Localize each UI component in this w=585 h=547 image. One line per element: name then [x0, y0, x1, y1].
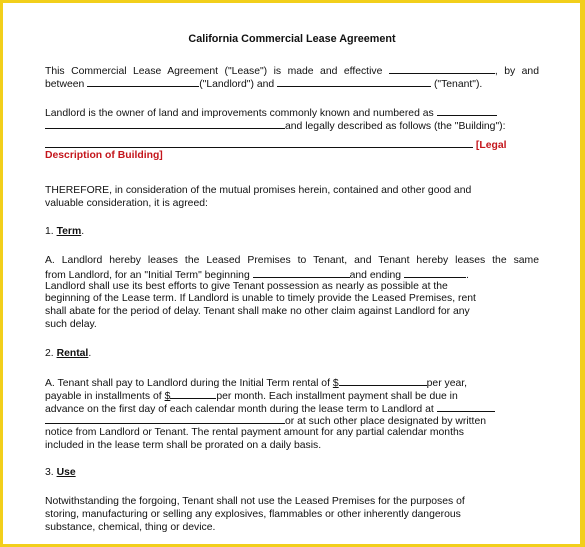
payment-address-blank[interactable]: [437, 402, 495, 412]
landlord-paragraph: Landlord is the owner of land and improvements commonly known and numbered as and legally described as follows (the "Building"): [Legal Description of Building]: [45, 108, 507, 162]
address-blank[interactable]: [45, 119, 285, 129]
landlord-name-blank[interactable]: [87, 77, 199, 87]
legal-description-blank[interactable]: [45, 138, 473, 148]
section-use-body: Notwithstanding the forgoing, Tenant shall not use the Leased Premises for the purposes of storing, manufacturing or selling any explosives, flammables or other inherently dangerous substance, chemical, thing or device.: [45, 496, 465, 533]
effective-date-blank[interactable]: [389, 64, 495, 74]
term-begin-blank[interactable]: [253, 268, 350, 278]
document-page: [3, 3, 580, 544]
intro-paragraph: This Commercial Lease Agreement ("Lease") is made and effective , by and between ("Landlord") and ("Tenant").: [45, 66, 539, 90]
annual-rent-blank[interactable]: [339, 376, 427, 386]
section-term-body: A. Landlord hereby leases the Leased Premises to Tenant, and Tenant hereby leases the same from Landlord, for an "Initial Term" beginning and ending . Landlord shall use its best efforts to give Tenant possession as nearly as possible at the beginning of the Lease term. If Landlord is unable to timely provide the Leased Premises, rent shall abate for the period of delay. Tenant shall make no other claim against Landlord for any such delay.: [45, 255, 539, 330]
address-number-blank[interactable]: [437, 106, 497, 116]
monthly-rent-blank[interactable]: [170, 389, 216, 399]
section-rental-heading: 2. Rental.: [45, 348, 92, 359]
section-rental-body: A. Tenant shall pay to Landlord during the Initial Term rental of $ per year, payable in installments of $ per month. Each installment payment shall be due in advance on the first day of each calendar month during the lease term to Landlord at or at such other place designated by written notice from Landlord or Tenant. The rental payment amount for any partial calendar months included in the lease term shall be prorated on a daily basis.: [45, 376, 539, 453]
section-use-heading: 3. Use: [45, 467, 76, 478]
tenant-name-blank[interactable]: [277, 77, 431, 87]
section-term-heading: 1. Term.: [45, 226, 85, 237]
term-end-blank[interactable]: [404, 268, 466, 278]
payment-address-line2-blank[interactable]: [45, 414, 285, 424]
therefore-paragraph: THEREFORE, in consideration of the mutual promises herein, contained and other good and valuable consideration, it is agreed:: [45, 185, 472, 209]
legal-description-label: [Legal: [475, 139, 507, 151]
document-title: California Commercial Lease Agreement: [188, 33, 396, 45]
